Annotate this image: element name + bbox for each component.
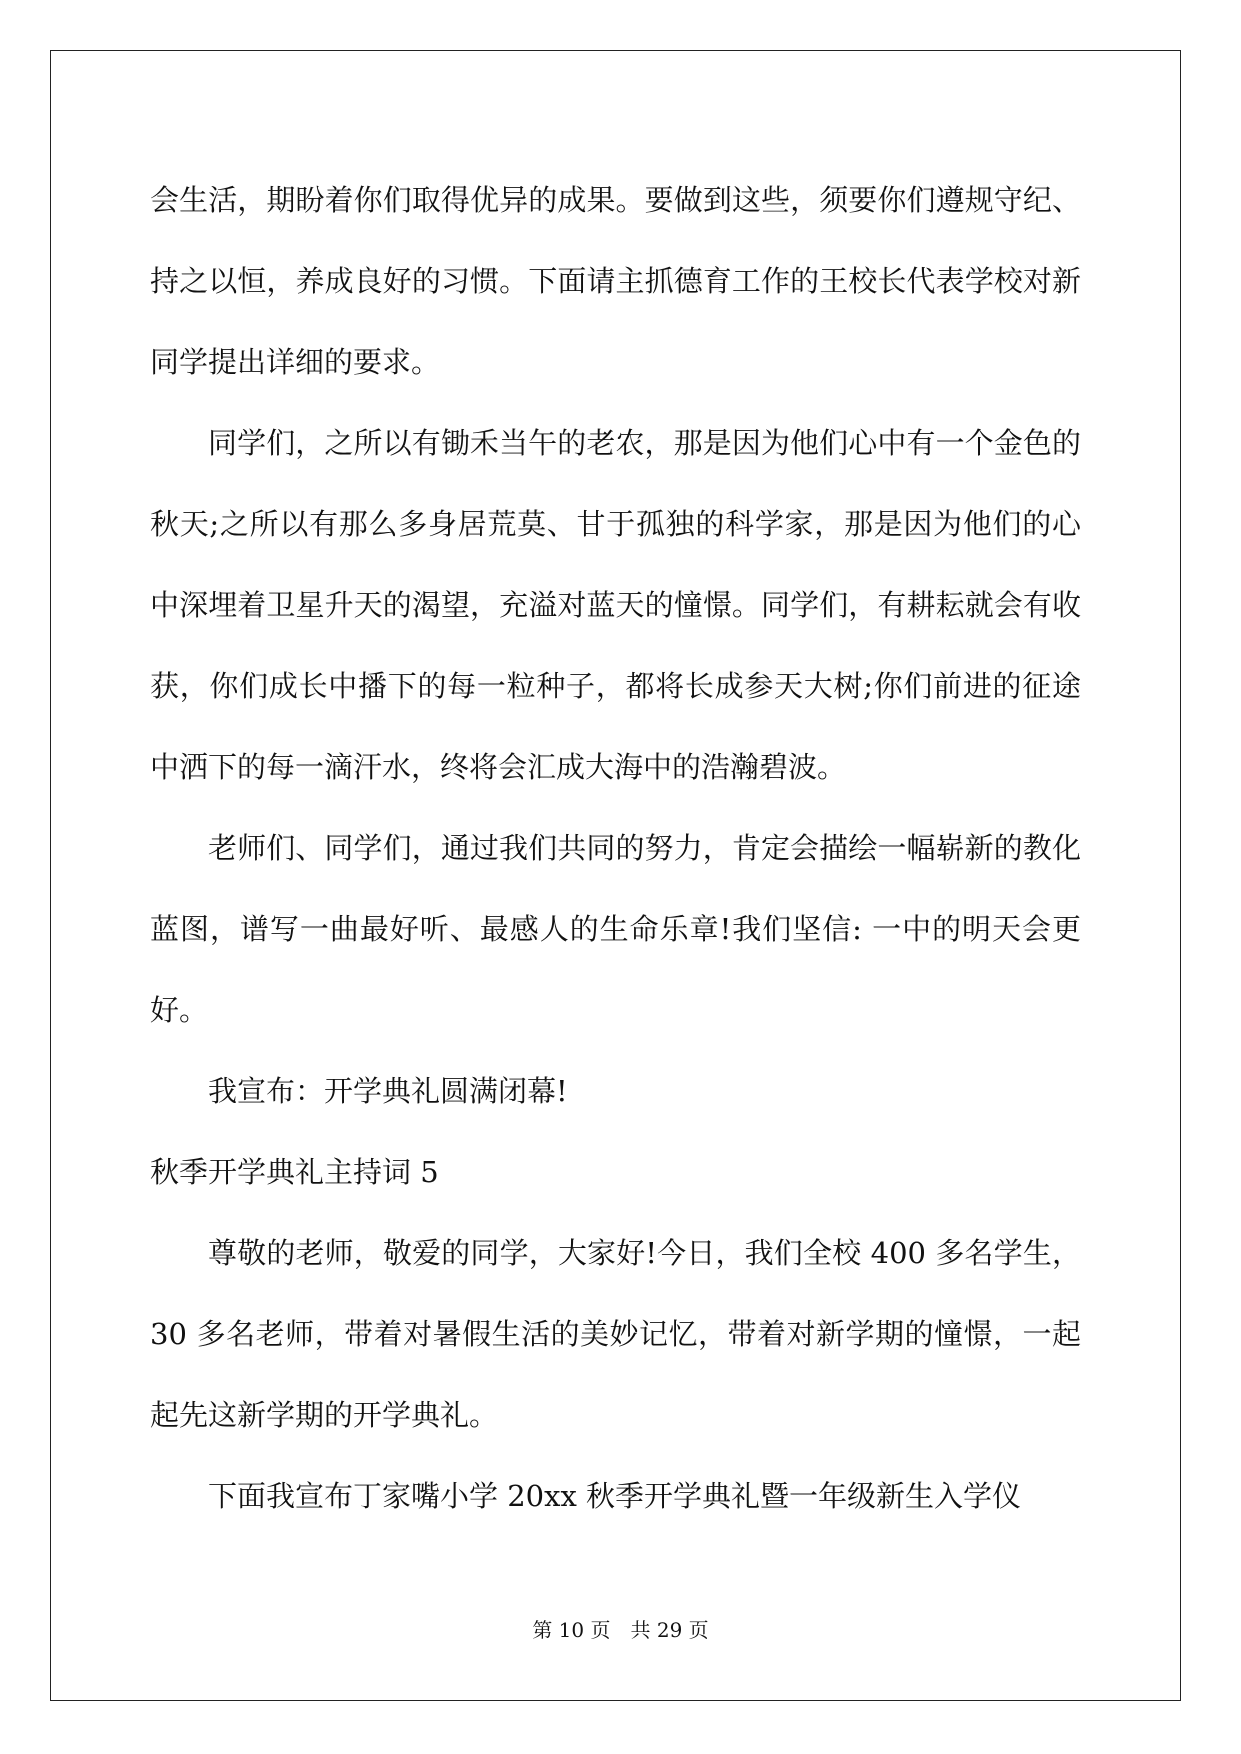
paragraph-1: 会生活，期盼着你们取得优异的成果。要做到这些，须要你们遵规守纪、持之以恒，养成良好的习惯。下面请主抓德育工作的王校长代表学校对新同学提出详细的要求。 bbox=[150, 183, 1081, 379]
paragraph-6: 下面我宣布丁家嘴小学 20xx 秋季开学典礼暨一年级新生入学仪 bbox=[208, 1479, 1022, 1513]
paragraph-5: 尊敬的老师，敬爱的同学，大家好!今日，我们全校 400 多名学生，30 多名老师，带着对暑假生活的美妙记忆，带着对新学期的憧憬，一起起先这新学期的开学典礼。 bbox=[150, 1236, 1081, 1432]
document-body bbox=[150, 160, 1081, 1537]
paragraph-3: 老师们、同学们，通过我们共同的努力，肯定会描绘一幅崭新的教化蓝图，谱写一曲最好听、最感人的生命乐章!我们坚信: 一中的明天会更好。 bbox=[150, 831, 1081, 1027]
paragraph-4: 我宣布：开学典礼圆满闭幕! bbox=[208, 1074, 568, 1108]
section-heading: 秋季开学典礼主持词 5 bbox=[150, 1155, 439, 1189]
page-footer: 第 10 页 共 29 页 bbox=[532, 1618, 709, 1642]
paragraph-2: 同学们，之所以有锄禾当午的老农，那是因为他们心中有一个金色的秋天;之所以有那么多身居荒莫、甘于孤独的科学家，那是因为他们的心中深埋着卫星升天的渴望，充溢对蓝天的憧憬。同学们，有耕耘就会有收获，你们成长中播下的每一粒种子，都将长成参天大树;你们前进的征途中洒下的每一滴汗水，终将会汇成大海中的浩瀚碧波。 bbox=[150, 426, 1081, 784]
